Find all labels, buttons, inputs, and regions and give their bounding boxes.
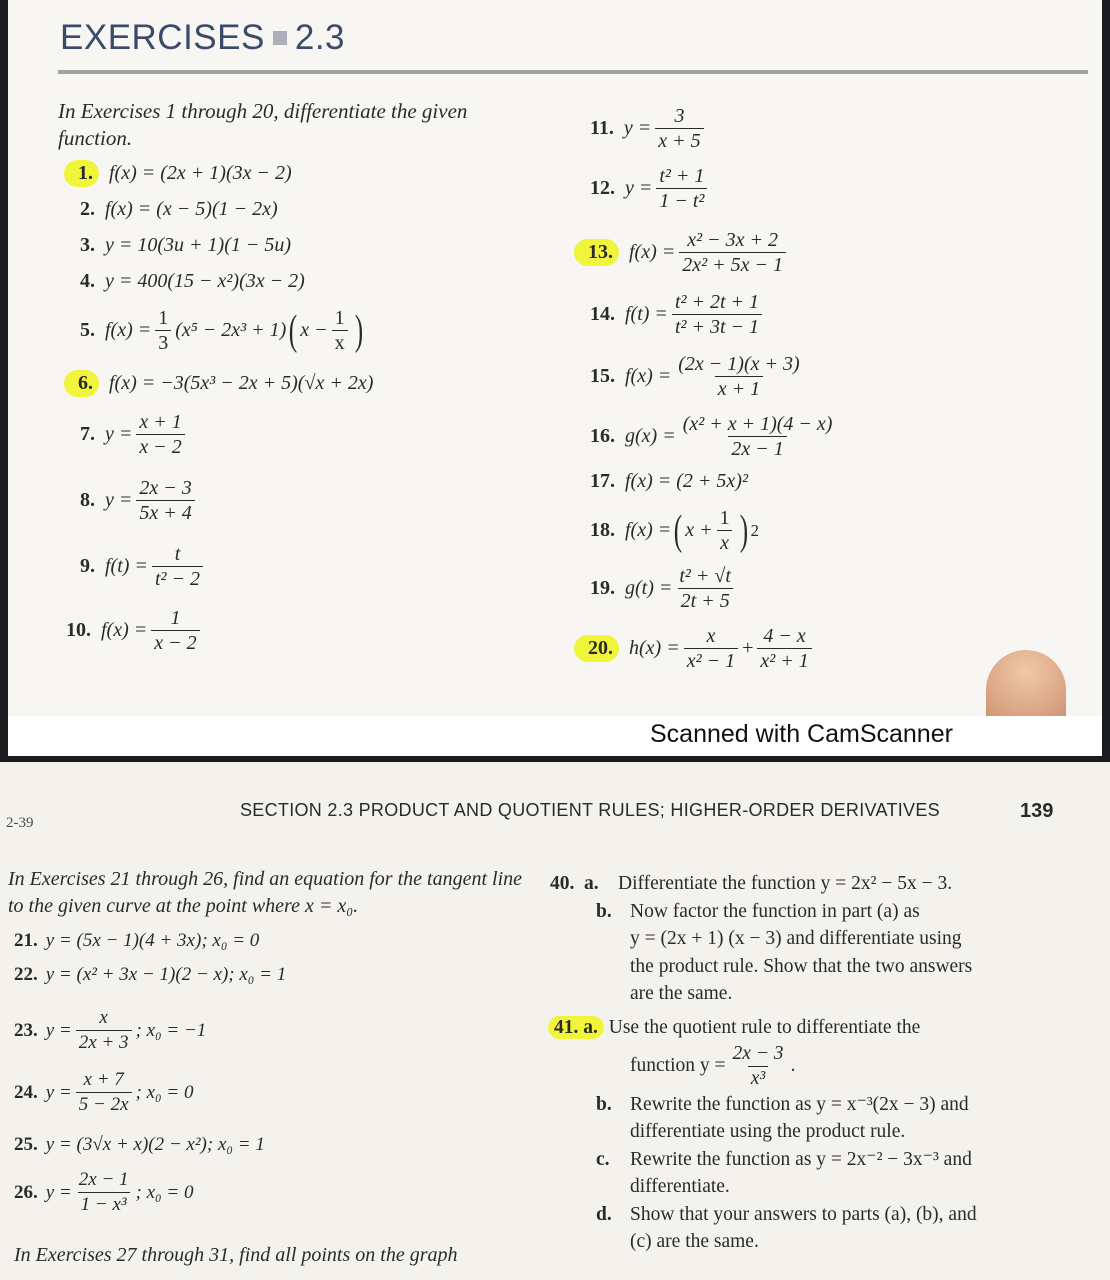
exercise-22: 22. y = (x² + 3x − 1)(2 − x); x₀ = 1 bbox=[14, 964, 287, 985]
exercise-23: 23. y = $\frac{x}{2x + 3}$ ; x₀ = −1 bbox=[14, 1007, 207, 1053]
exercise-1: 1. f(x) = (2x + 1)(3x − 2) bbox=[80, 160, 292, 187]
points-intro: In Exercises 27 through 31, find all points on the graph bbox=[14, 1244, 458, 1266]
exercise-8: 8. y = $\frac{2x - 3}{5x + 4}$ bbox=[80, 476, 199, 525]
header-rule bbox=[58, 70, 1088, 74]
exercise-24: 24. y = $\frac{x + 7}{5 - 2x}$ ; x₀ = 0 bbox=[14, 1069, 194, 1115]
exercise-18: 18. f(x) = ( x + $\frac{1}{x}$ ) 2 bbox=[590, 507, 759, 554]
exercise-16: 16. g(x) = $\frac{\text{(x² + x + 1)(4 − x)}}{2x - 1}$ bbox=[590, 413, 833, 460]
section-code: 2-39 bbox=[6, 815, 34, 831]
exercise-15: 15. f(x) = $\frac{(2x - 1)(x + 3)}{x + 1}$ bbox=[590, 353, 800, 400]
exercise-3: 3. y = 10(3u + 1)(1 − 5u) bbox=[80, 234, 292, 256]
exercise-7: 7. y = $\frac{x + 1}{x - 2}$ bbox=[80, 410, 189, 459]
exercise-21: 21. y = (5x − 1)(4 + 3x); x₀ = 0 bbox=[14, 930, 260, 951]
tangent-intro: In Exercises 21 through 26, find an equation for the tangent line to the given curve at the point where x = x₀. bbox=[8, 868, 523, 917]
scanner-watermark: Scanned with CamScanner bbox=[650, 720, 953, 748]
exercise-6: 6. f(x) = −3(5x³ − 2x + 5)(√x + 2x) bbox=[80, 370, 373, 397]
exercise-19: 19. g(t) = $\frac{\text{t² + √t}}{2t + 5}$ bbox=[590, 565, 731, 612]
exercise-9: 9. f(t) = $\frac{t}{\text{t² − 2}}$ bbox=[80, 542, 207, 591]
exercise-12: 12. y = $\frac{\text{t² + 1}}{\text{1 − t²}}$ bbox=[590, 164, 711, 213]
running-head: SECTION 2.3 PRODUCT AND QUOTIENT RULES; HIGHER-ORDER DERIVATIVES bbox=[240, 800, 940, 820]
exercise-17: 17. f(x) = (2 + 5x)² bbox=[590, 470, 748, 492]
thumb-image bbox=[986, 650, 1066, 722]
exercise-20: 20. h(x) = $\frac{x}{\text{x² − 1}}$ + $\frac{4 - x}{\text{x² + 1}}$ bbox=[590, 624, 816, 673]
exercise-11: 11. y = $\frac{3}{x + 5}$ bbox=[590, 104, 708, 153]
exercise-25: 25. y = (3√x + x)(2 − x²); x₀ = 1 bbox=[14, 1134, 265, 1155]
exercises-intro: In Exercises 1 through 20, differentiate the given function. bbox=[58, 99, 468, 150]
exercise-40: 40. a. Differentiate the function y = 2x² − 5x − 3. b. Now factor the function in part (a) as y = (2x + 1) (x − 3) and differentiate using the product rule. Show that the two answers are the same. bbox=[550, 873, 973, 1004]
exercise-10: 10. f(x) = $\frac{1}{x - 2}$ bbox=[66, 606, 204, 655]
exercise-13: 13. f(x) = $\frac{\text{x² − 3x + 2}}{\text{2x² + 5x − 1}}$ bbox=[590, 228, 790, 277]
square-bullet-icon bbox=[273, 31, 287, 45]
exercise-41: 41. a. Use the quotient rule to differentiate the function y = $\frac{2x - 3}{\text{x³}}$ . b. Rewrite the function as y = x⁻³(2x − 3) and differentiate using the product rule. c. Rewrite the function as y = 2x⁻² − 3x⁻³ and differentiate. d. Show that your answers to parts (a), (b), and (c) are the same. bbox=[548, 1014, 977, 1256]
page-number: 139 bbox=[1020, 800, 1054, 822]
exercises-header: EXERCISES 2.3 bbox=[60, 18, 346, 57]
exercise-5: 5. f(x) = $\frac{1}{3}$ (x⁵ − 2x³ + 1) ( x − $\frac{1}{x}$ ) bbox=[80, 307, 363, 354]
exercise-14: 14. f(t) = $\frac{\text{t² + 2t + 1}}{\text{t² + 3t − 1}}$ bbox=[590, 290, 766, 339]
exercise-2: 2. f(x) = (x − 5)(1 − 2x) bbox=[80, 198, 278, 220]
exercise-26: 26. y = $\frac{2x - 1}{\text{1 − x³}}$ ; x₀ = 0 bbox=[14, 1169, 194, 1215]
exercise-4: 4. y = 400(15 − x²)(3x − 2) bbox=[80, 270, 305, 292]
